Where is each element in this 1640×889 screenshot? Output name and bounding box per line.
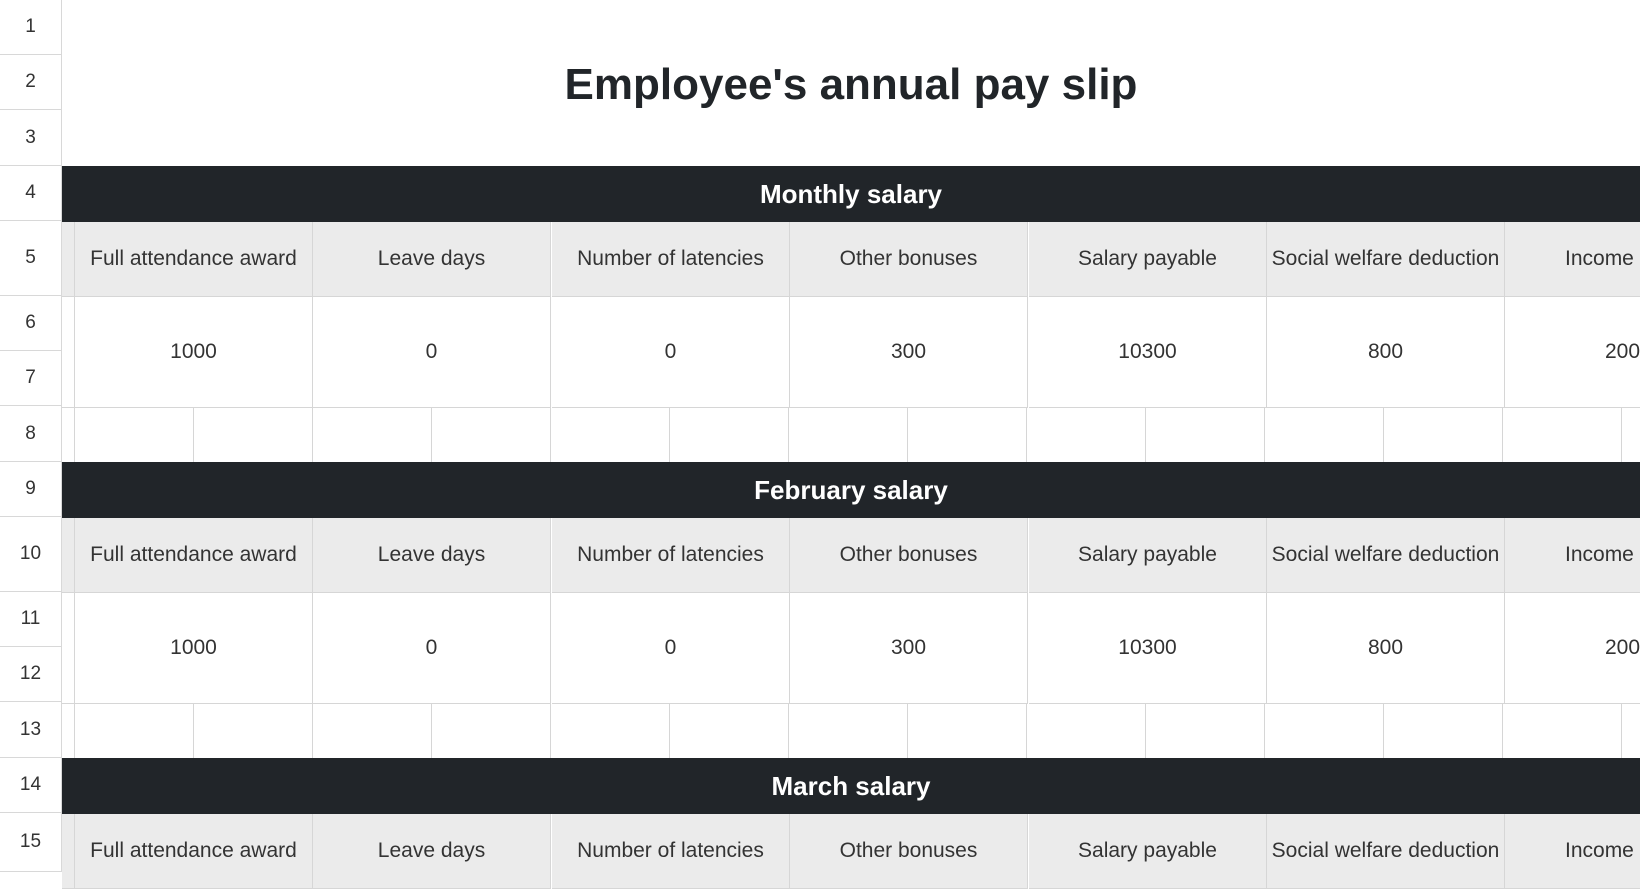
column-header[interactable]: Social welfare deduction	[1267, 518, 1505, 593]
value-cell[interactable]: 1000	[75, 593, 313, 704]
empty-cell[interactable]	[1027, 408, 1146, 464]
column-header[interactable]: Salary payable	[1029, 222, 1267, 297]
row-number[interactable]: 14	[0, 758, 62, 813]
column-header[interactable]: Income	[1505, 518, 1640, 593]
value-cell[interactable]: 10300	[1029, 297, 1267, 408]
empty-cell[interactable]	[1146, 408, 1265, 464]
value-cell[interactable]: 300	[790, 593, 1028, 704]
value-cell[interactable]: 0	[313, 297, 551, 408]
empty-cell[interactable]	[75, 704, 194, 760]
column-header[interactable]: Full attendance award	[75, 222, 313, 297]
empty-cell[interactable]	[670, 408, 789, 464]
empty-cell[interactable]	[1384, 704, 1503, 760]
empty-cell[interactable]	[75, 408, 194, 464]
header-stub-cell[interactable]	[62, 814, 75, 889]
column-header[interactable]: Leave days	[313, 518, 551, 593]
column-header[interactable]: Full attendance award	[75, 518, 313, 593]
column-header[interactable]: Salary payable	[1029, 518, 1267, 593]
row-number[interactable]: 11	[0, 592, 62, 647]
row-number[interactable]: 9	[0, 462, 62, 517]
value-cell[interactable]: 300	[790, 297, 1028, 408]
column-header[interactable]: Income	[1505, 814, 1640, 889]
empty-cell[interactable]	[789, 408, 908, 464]
row-number[interactable]: 12	[0, 647, 62, 702]
empty-cell[interactable]	[1146, 704, 1265, 760]
empty-cell[interactable]	[1384, 408, 1503, 464]
column-header[interactable]: Other bonuses	[790, 222, 1028, 297]
row-number[interactable]: 5	[0, 221, 62, 296]
row-number[interactable]: 1	[0, 0, 62, 55]
value-cell[interactable]: 1000	[75, 297, 313, 408]
empty-stub-cell[interactable]	[62, 408, 75, 464]
column-header[interactable]: Number of latencies	[552, 518, 790, 593]
section-title[interactable]: Monthly salary	[62, 166, 1640, 222]
empty-stub-cell[interactable]	[62, 704, 75, 760]
column-header[interactable]: Number of latencies	[552, 814, 790, 889]
value-cell[interactable]: 0	[552, 297, 790, 408]
column-header[interactable]: Leave days	[313, 222, 551, 297]
empty-cell[interactable]	[551, 704, 670, 760]
value-stub-cell[interactable]	[62, 593, 75, 704]
value-stub-cell[interactable]	[62, 297, 75, 408]
empty-cell[interactable]	[1622, 408, 1640, 464]
row-number[interactable]: 3	[0, 110, 62, 166]
empty-cell[interactable]	[670, 704, 789, 760]
column-header[interactable]: Social welfare deduction	[1267, 814, 1505, 889]
column-header[interactable]: Salary payable	[1029, 814, 1267, 889]
empty-cell[interactable]	[551, 408, 670, 464]
empty-cell[interactable]	[194, 704, 313, 760]
value-cell[interactable]: 0	[552, 593, 790, 704]
empty-cell[interactable]	[432, 408, 551, 464]
column-header[interactable]: Income	[1505, 222, 1640, 297]
column-header[interactable]: Full attendance award	[75, 814, 313, 889]
empty-cell[interactable]	[1027, 704, 1146, 760]
row-number[interactable]: 2	[0, 55, 62, 110]
row-number[interactable]: 4	[0, 166, 62, 221]
row-number[interactable]: 10	[0, 517, 62, 592]
value-cell[interactable]: 200	[1505, 593, 1640, 704]
row-number[interactable]: 6	[0, 296, 62, 351]
row-number[interactable]: 13	[0, 702, 62, 758]
empty-cell[interactable]	[908, 408, 1027, 464]
empty-cell[interactable]	[313, 704, 432, 760]
column-header[interactable]: Leave days	[313, 814, 551, 889]
empty-cell[interactable]	[313, 408, 432, 464]
column-header[interactable]: Other bonuses	[790, 814, 1028, 889]
header-stub-cell[interactable]	[62, 222, 75, 297]
row-number[interactable]: 15	[0, 813, 62, 872]
empty-cell[interactable]	[1265, 408, 1384, 464]
value-cell[interactable]: 800	[1267, 593, 1505, 704]
value-cell[interactable]: 800	[1267, 297, 1505, 408]
row-number[interactable]: 7	[0, 351, 62, 406]
header-stub-cell[interactable]	[62, 518, 75, 593]
value-cell[interactable]: 0	[313, 593, 551, 704]
empty-cell[interactable]	[432, 704, 551, 760]
section-title[interactable]: February salary	[62, 462, 1640, 518]
row-number[interactable]: 8	[0, 406, 62, 462]
empty-cell[interactable]	[1503, 408, 1622, 464]
empty-cell[interactable]	[1622, 704, 1640, 760]
empty-cell[interactable]	[194, 408, 313, 464]
empty-cell[interactable]	[1503, 704, 1622, 760]
page-title[interactable]: Employee's annual pay slip	[564, 60, 1138, 109]
section-title[interactable]: March salary	[62, 758, 1640, 814]
column-header[interactable]: Number of latencies	[552, 222, 790, 297]
empty-cell[interactable]	[789, 704, 908, 760]
value-cell[interactable]: 10300	[1029, 593, 1267, 704]
column-header[interactable]: Social welfare deduction	[1267, 222, 1505, 297]
value-cell[interactable]: 200	[1505, 297, 1640, 408]
empty-cell[interactable]	[1265, 704, 1384, 760]
empty-cell[interactable]	[908, 704, 1027, 760]
column-header[interactable]: Other bonuses	[790, 518, 1028, 593]
